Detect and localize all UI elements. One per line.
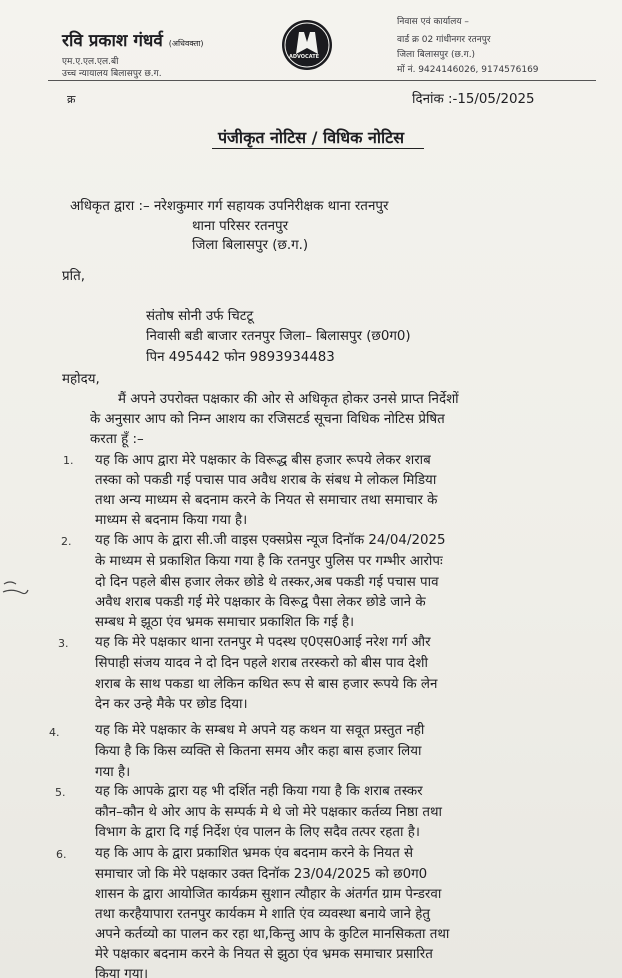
notice-title: पंजीकृत नोटिस / विधिक नोटिस xyxy=(217,128,405,147)
point-3-number: 3. xyxy=(58,637,69,650)
point-6-line: मेरे पक्षकार बदनाम करने के नियत से झुठा एंव भ्रमक समाचार प्रसारित xyxy=(95,947,433,962)
salutation: महोदय, xyxy=(62,372,100,387)
title-underline xyxy=(212,148,424,149)
point-4-line: यह कि मेरे पक्षकार के सम्बध मे अपने यह कथन या सवूत प्रस्तुत नही xyxy=(95,723,425,738)
point-3-line: देन कर उन्हे मैके पर छोड दिया। xyxy=(95,697,248,712)
prati-label: प्रति, xyxy=(62,269,85,284)
point-3-line: शराब के साथ पकडा था लेकिन कथित रूप से बास हजार रूपये कि लेन xyxy=(95,677,438,692)
notice-date: दिनांक :-15/05/2025 xyxy=(412,92,535,107)
advocate-name-text: रवि प्रकाश गंधर्व xyxy=(62,31,163,51)
point-6-line: अपने कर्तव्यो का पालन कर रहा था,किन्तु आप के कुटिल मानसिकता तथा xyxy=(95,927,450,942)
advocate-suffix: (अधिवक्ता) xyxy=(168,39,204,48)
point-2-line: सम्बध मे झूठा एंव भ्रमक समाचार प्रकाशित कि गई है। xyxy=(95,615,355,630)
advocate-name xyxy=(62,28,203,51)
point-1-number: 1. xyxy=(63,454,74,467)
advocate-logo-svg xyxy=(280,18,334,72)
point-4-number: 4. xyxy=(49,726,60,739)
point-6-number: 6. xyxy=(56,848,67,861)
point-1-line: यह कि आप द्वारा मेरे पक्षकार के विरूद्ध बीस हजार रूपये लेकर शराब xyxy=(95,453,431,468)
authorized-line-3: जिला बिलासपुर (छ.ग.) xyxy=(192,238,309,253)
address-title: निवास एवं कार्यालय – xyxy=(397,17,469,27)
point-3-line: सिपाही संजय यादव ने दो दिन पहले शराब तरस्करो को बीस पाव देशी xyxy=(95,656,428,671)
recipient-line-1: संतोष सोनी उर्फ चिटटू xyxy=(146,309,254,324)
point-2-line: अवैध शराब पकडी गई मेरे पक्षकार के विरूद्व पैसा लेकर छोडे जाने के xyxy=(95,595,426,610)
point-6-line: किया गया। xyxy=(95,967,149,978)
address-line-2: जिला बिलासपुर (छ.ग.) xyxy=(397,50,476,60)
point-1-line: तथा अन्य माध्यम से बदनाम करने के नियत से समाचार तथा समाचार के xyxy=(95,493,438,508)
point-4-line: गया है। xyxy=(95,765,131,780)
point-5-line: विभाग के द्वारा दि गई निर्देश एंव पालन के लिए सदैव तत्पर रहता है। xyxy=(95,825,420,840)
logo-text: ADVOCATE xyxy=(289,54,320,60)
point-2-line: दो दिन पहले बीस हजार लेकर छोडे थे तस्कर,अब पकडी गई पचास पाव xyxy=(95,575,439,590)
point-5-line: यह कि आपके द्वारा यह भी दर्शित नही किया गया है कि शराब तस्कर xyxy=(95,784,423,799)
header-divider xyxy=(48,80,596,81)
advocate-logo-icon xyxy=(280,18,334,72)
authorized-line-1: अधिकृत द्वारा :– नरेशकुमार गर्ग सहायक उपनिरीक्षक थाना रतनपुर xyxy=(70,199,389,214)
phone-numbers: मों नं. 9424146026, 9174576169 xyxy=(397,65,539,75)
point-6-line: यह कि आप के द्वारा प्रकाशित भ्रमक एंव बदनाम करने के नियत से xyxy=(95,846,414,861)
point-5-line: कौन–कौन थे ओर आप के सम्पर्क मे थे जो मेरे पक्षकार कर्तव्य निष्ठा तथा xyxy=(95,805,442,820)
recipient-line-2: निवासी बडी बाजार रतनपुर जिला– बिलासपुर (छ0ग0) xyxy=(146,329,411,344)
advocate-court: उच्च न्यायालय बिलासपुर छ.ग. xyxy=(62,69,162,79)
point-2-number: 2. xyxy=(61,535,72,548)
advocate-degree: एम.ए.एल.एल.बी xyxy=(62,57,119,67)
point-1-line: तस्का को पकडी गई पचास पाव अवैध शराब के संबध मे लोकल मिडिया xyxy=(95,473,437,488)
point-6-line: तथा करहैयापारा रतनपुर कार्यकम मे शाति एंव व्यवस्था बनाये जाने हेतु xyxy=(95,907,430,922)
point-3-line: यह कि मेरे पक्षकार थाना रतनपुर मे पदस्थ ए0एस0आई नरेश गर्ग और xyxy=(95,635,431,650)
margin-scribble-icon xyxy=(0,574,34,608)
point-1-line: माध्यम से बदनाम किया गया है। xyxy=(95,513,248,528)
point-2-line: के माध्यम से प्रकाशित किया गया है कि रतनपुर पुलिस पर गम्भीर आरोपः xyxy=(95,554,443,569)
point-4-line: किया है कि किस व्यक्ति से कितना समय और कहा बास हजार लिया xyxy=(95,744,422,759)
authorized-line-2: थाना परिसर रतनपुर xyxy=(192,219,289,234)
point-2-line: यह कि आप के द्वारा सी.जी वाइस एक्सप्रेस न्यूज दिनॉक 24/04/2025 xyxy=(95,533,446,548)
point-6-line: शासन के द्वारा आयोजित कार्यक्रम सुशान त्यौहार के अंतर्गत ग्राम पेन्डरवा xyxy=(95,887,442,902)
intro-line-1: मैं अपने उपरोक्त पक्षकार की ओर से अधिकृत होकर उनसे प्राप्त निर्देशों xyxy=(118,392,459,407)
address-line-1: वार्ड क्र 02 गांधीनगर रतनपुर xyxy=(397,35,491,45)
ref-label: क्र xyxy=(67,93,76,106)
intro-line-2: के अनुसार आप को निम्न आशय का रजिसटर्ड सूचना विधिक नोटिस प्रेषित xyxy=(90,412,445,427)
point-5-number: 5. xyxy=(55,786,66,799)
point-6-line: समाचार जो कि मेरे पक्षकार उक्त दिनॉक 23/04/2025 को छ0ग0 xyxy=(95,867,428,882)
recipient-line-3: पिन 495442 फोन 9893934483 xyxy=(146,350,335,365)
intro-line-3: करता हूँ :– xyxy=(90,432,144,447)
